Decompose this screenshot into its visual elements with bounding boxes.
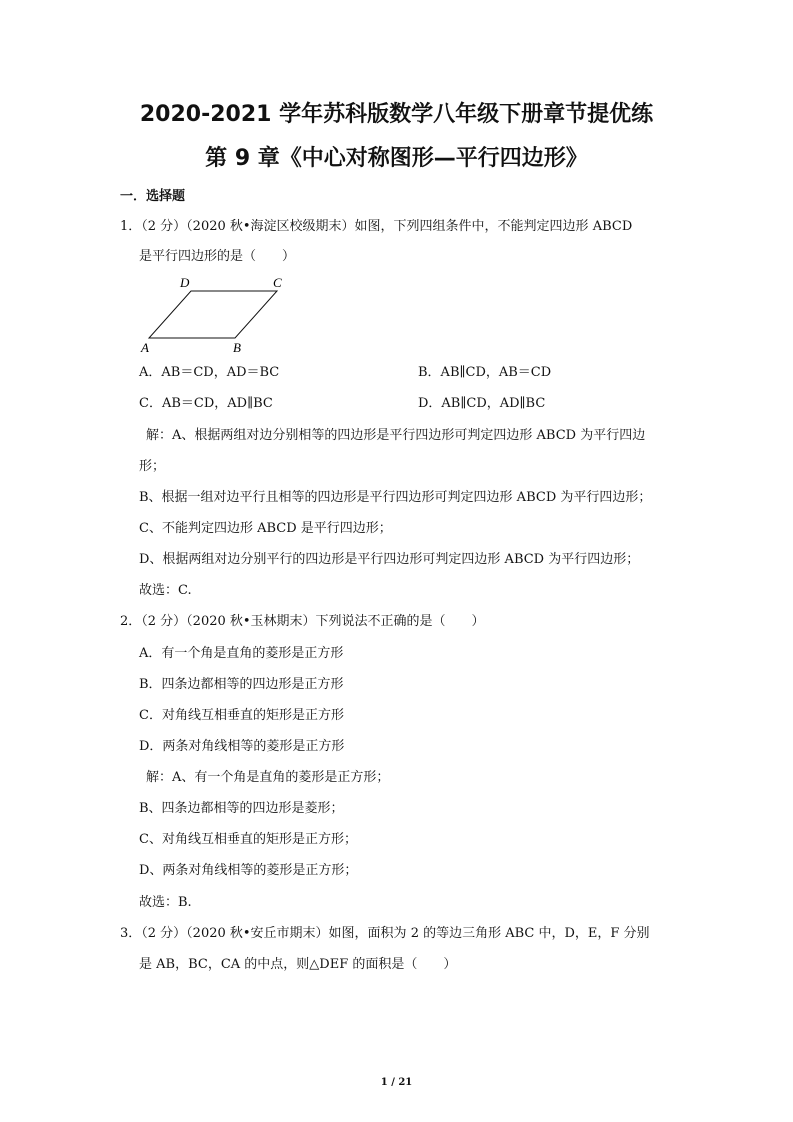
q1-parallelogram-figure [135, 273, 295, 353]
q1-solution-line: D、根据两组对边分别平行的四边形是平行四边形可判定四边形 ABCD 为平行四边形； [139, 552, 640, 567]
q2-option-b: B．四条边都相等的四边形是正方形 [139, 677, 344, 692]
vertex-label-c: C [273, 275, 282, 290]
q3-stem-line1: 3．（2 分）（2020 秋•安丘市期末）如图，面积为 2 的等边三角形 ABC 中，D，E，F 分别 [120, 926, 650, 941]
q1-option-c: C．AB＝CD，AD∥BC [139, 396, 273, 411]
page-number: 1 / 21 [380, 1077, 413, 1088]
q1-option-b: B．AB∥CD，AB＝CD [418, 365, 552, 380]
q1-stem-line1: 1．（2 分）（2020 秋•海淀区校级期末）如图，下列四组条件中，不能判定四边形 ABCD [120, 219, 633, 234]
q1-solution-answer: 故选：C. [139, 583, 192, 598]
q2-solution-line: 解：A、有一个角是直角的菱形是正方形； [146, 770, 390, 785]
q1-option-d: D．AB∥CD，AD∥BC [418, 396, 546, 411]
q1-solution-line: 形； [139, 459, 166, 474]
vertex-label-d: D [180, 275, 190, 290]
q1-solution-line: 解：A、根据两组对边分别相等的四边形是平行四边形可判定四边形 ABCD 为平行四边 [146, 428, 646, 443]
q2-stem: 2．（2 分）（2020 秋•玉林期末）下列说法不正确的是（ ） [120, 614, 485, 629]
doc-title-line1: 2020-2021 学年苏科版数学八年级下册章节提优练 [139, 102, 654, 127]
q1-stem-line2: 是平行四边形的是（ ） [139, 249, 296, 264]
vertex-label-a: A [141, 340, 149, 353]
q2-solution-line: C、对角线互相垂直的矩形是正方形； [139, 832, 357, 847]
parallelogram-abcd [149, 291, 277, 338]
q1-solution-line: C、不能判定四边形 ABCD 是平行四边形； [139, 521, 392, 536]
doc-title-line2: 第 9 章《中心对称图形—平行四边形》 [205, 146, 588, 171]
q3-stem-line2: 是 AB，BC，CA 的中点，则△DEF 的面积是（ ） [139, 957, 457, 972]
q2-solution-line: B、四条边都相等的四边形是菱形； [139, 801, 344, 816]
q2-solution-line: D、两条对角线相等的菱形是正方形； [139, 863, 358, 878]
q1-solution-line: B、根据一组对边平行且相等的四边形是平行四边形可判定四边形 ABCD 为平行四边形； [139, 490, 652, 505]
q1-option-a: A．AB＝CD，AD＝BC [139, 365, 280, 380]
q2-option-c: C．对角线互相垂直的矩形是正方形 [139, 708, 344, 723]
vertex-label-b: B [233, 340, 241, 353]
q2-solution-answer: 故选：B. [139, 895, 192, 910]
q2-option-d: D．两条对角线相等的菱形是正方形 [139, 739, 345, 754]
section-heading: 一．选择题 [120, 189, 186, 204]
q2-option-a: A．有一个角是直角的菱形是正方形 [139, 646, 344, 661]
